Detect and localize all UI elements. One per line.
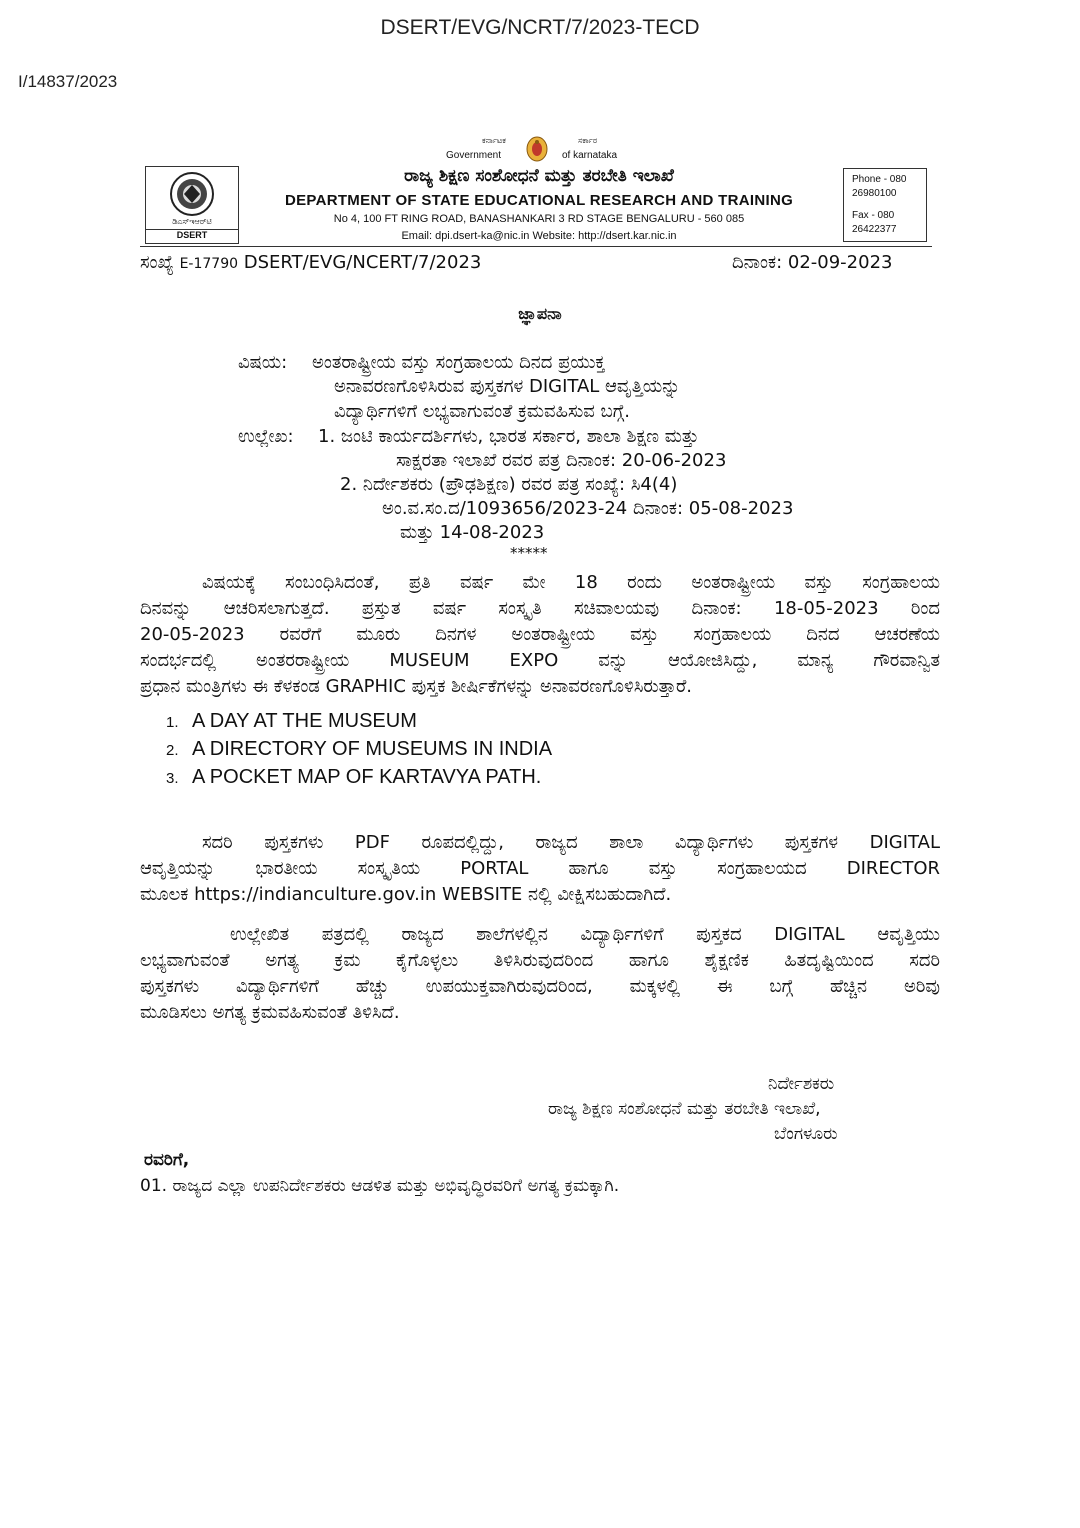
reference-1-line-2: ಸಾಕ್ಷರತಾ ಇಲಾಖೆ ರವರ ಪತ್ರ ದಿನಾಂಕ: 20-06-2023 bbox=[396, 450, 727, 471]
gov-kannada-left: ಕರ್ನಾಟಕ bbox=[482, 136, 506, 145]
logo-english: DSERT bbox=[146, 229, 238, 240]
phone-label: Phone - 080 bbox=[852, 174, 907, 185]
reference-2-line-1: 2. ನಿರ್ದೇಶಕರು (ಪ್ರೌಢಶಿಕ್ಷಣ) ರವರ ಪತ್ರ ಸಂಖ್ಯೆ: ಸಿ4(4) bbox=[340, 474, 678, 495]
reference-1-line-1: 1. ಜಂಟಿ ಕಾರ್ಯದರ್ಶಿಗಳು, ಭಾರತ ಸರ್ಕಾರ, ಶಾಲಾ ಶಿಕ್ಷಣ ಮತ್ತು bbox=[318, 426, 699, 447]
reference-code: DSERT/EVG/NCERT/7/2023 bbox=[243, 252, 482, 273]
inward-number: I/14837/2023 bbox=[18, 72, 118, 91]
list-item bbox=[166, 708, 552, 736]
paragraph-1-line: ದಿನವನ್ನು ಆಚರಿಸಲಾಗುತ್ತದೆ. ಪ್ರಸ್ತುತ ವರ್ಷ ಸಂಸ್ಕೃತಿ ಸಚಿವಾಲಯವು ದಿನಾಂಕ: 18-05-2023 ರಿಂದ bbox=[140, 598, 940, 619]
paragraph-1-line: ಸಂದರ್ಭದಲ್ಲಿ ಅಂತರರಾಷ್ಟ್ರೀಯ MUSEUM EXPO ವನ್ನು ಆಯೋಜಿಸಿದ್ದು, ಮಾನ್ಯ ಗೌರವಾನ್ವಿತ bbox=[140, 650, 940, 671]
dsert-logo bbox=[145, 166, 239, 244]
phone-number: 26980100 bbox=[852, 188, 897, 199]
paragraph-2-line: ಸದರಿ ಪುಸ್ತಕಗಳು PDF ರೂಪದಲ್ಲಿದ್ದು, ರಾಜ್ಯದ ಶಾಲಾ ವಿದ್ಯಾರ್ಥಿಗಳು ಪುಸ್ತಕಗಳ DIGITAL bbox=[202, 832, 940, 853]
subject-line-1: ಅಂತರಾಷ್ಟ್ರೀಯ ವಸ್ತು ಸಂಗ್ರಹಾಲಯ ದಿನದ ಪ್ರಯುಕ್ತ bbox=[312, 352, 606, 373]
list-item bbox=[166, 764, 552, 792]
subject-line-2: ಅನಾವರಣಗೊಳಿಸಿರುವ ಪುಸ್ತಕಗಳ DIGITAL ಆವೃತ್ತಿಯನ್ನು bbox=[334, 376, 681, 397]
recipient-item-1: 01. ರಾಜ್ಯದ ಎಲ್ಲಾ ಉಪನಿರ್ದೇಶಕರು ಆಡಳಿತ ಮತ್ತು ಅಭಿವೃದ್ಧಿರವರಿಗೆ ಅಗತ್ಯ ಕ್ರಮಕ್ಕಾಗಿ. bbox=[140, 1176, 620, 1196]
list-item bbox=[166, 736, 552, 764]
reference-2-line-2: ಅಂ.ವ.ಸಂ.ದ/1093656/2023-24 ದಿನಾಂಕ: 05-08-2023 bbox=[382, 498, 794, 519]
paragraph-1-line: ವಿಷಯಕ್ಕೆ ಸಂಬಂಧಿಸಿದಂತೆ, ಪ್ರತಿ ವರ್ಷ ಮೇ 18 ರಂದು ಅಂತರಾಷ್ಟ್ರೀಯ ವಸ್ತು ಸಂಗ್ರಹಾಲಯ bbox=[202, 572, 940, 593]
department-name-english: DEPARTMENT OF STATE EDUCATIONAL RESEARCH AND TRAINING bbox=[284, 192, 794, 209]
reference-e-number: E-17790 bbox=[179, 256, 239, 272]
book-title: A POCKET MAP OF KARTAVYA PATH. bbox=[192, 766, 542, 788]
paragraph-2 bbox=[140, 830, 940, 908]
department-contact: Email: dpi.dsert-ka@nic.in Website: http://dsert.kar.nic.in bbox=[401, 230, 677, 242]
book-title: A DIRECTORY OF MUSEUMS IN INDIA bbox=[192, 738, 553, 760]
paragraph-2-line: ಆವೃತ್ತಿಯನ್ನು ಭಾರತೀಯ ಸಂಸ್ಕೃತಿಯ PORTAL ಹಾಗೂ ವಸ್ತು ಸಂಗ್ರಹಾಲಯದ DIRECTOR bbox=[140, 858, 940, 879]
list-number: 1. bbox=[166, 714, 179, 731]
phone-fax-box bbox=[843, 168, 927, 242]
list-number: 2. bbox=[166, 742, 179, 759]
department-address: No 4, 100 FT RING ROAD, BANASHANKARI 3 RD STAGE BENGALURU - 560 085 bbox=[333, 213, 745, 225]
paragraph-1-line: 20-05-2023 ರವರೆಗೆ ಮೂರು ದಿನಗಳ ಅಂತರಾಷ್ಟ್ರೀಯ ವಸ್ತು ಸಂಗ್ರಹಾಲಯ ದಿನದ ಆಚರಣೆಯ bbox=[140, 624, 940, 645]
subject-line-3: ವಿದ್ಯಾರ್ಥಿಗಳಿಗೆ ಲಭ್ಯವಾಗುವಂತೆ ಕ್ರಮವಹಿಸುವ ಬಗ್ಗೆ. bbox=[334, 401, 630, 422]
paragraph-1-line: ಪ್ರಧಾನ ಮಂತ್ರಿಗಳು ಈ ಕೆಳಕಂಡ GRAPHIC ಪುಸ್ತಕ ಶೀರ್ಷಿಕೆಗಳನ್ನು ಅನಾವರಣಗೊಳಿಸಿರುತ್ತಾರೆ. bbox=[140, 676, 693, 697]
book-list bbox=[166, 708, 552, 792]
gov-english-right: of karnataka bbox=[562, 150, 618, 161]
fax-number: 26422377 bbox=[852, 224, 897, 235]
fax-label: Fax - 080 bbox=[852, 210, 895, 221]
paragraph-3-line: ಮೂಡಿಸಲು ಅಗತ್ಯ ಕ್ರಮವಹಿಸುವಂತೆ ತಿಳಿಸಿದೆ. bbox=[140, 1002, 400, 1023]
dsert-seal-icon bbox=[168, 171, 216, 217]
reference-number bbox=[140, 252, 481, 273]
gov-english-left: Government bbox=[446, 150, 502, 161]
paragraph-2-line: ಮೂಲಕ https://indianculture.gov.in WEBSITE ನಲ್ಲಿ ವೀಕ್ಷಿಸಬಹುದಾಗಿದೆ. bbox=[140, 884, 672, 905]
recipients-label: ರವರಿಗೆ, bbox=[144, 1150, 190, 1170]
paragraph-3-line: ಲಭ್ಯವಾಗುವಂತೆ ಅಗತ್ಯ ಕ್ರಮ ಕೈಗೊಳ್ಳಲು ತಿಳಿಸಿರುವುದರಿಂದ ಹಾಗೂ ಶೈಕ್ಷಣಿಕ ಹಿತದೃಷ್ಟಿಯಿಂದ ಸದರಿ bbox=[140, 950, 940, 971]
references-label: ಉಲ್ಲೇಖ: bbox=[238, 426, 294, 447]
paragraph-3-line: ಉಲ್ಲೇಖಿತ ಪತ್ರದಲ್ಲಿ ರಾಜ್ಯದ ಶಾಲೆಗಳಲ್ಲಿನ ವಿದ್ಯಾರ್ಥಿಗಳಿಗೆ ಪುಸ್ತಕದ DIGITAL ಆವೃತ್ತಿಯು bbox=[230, 924, 940, 945]
reference-prefix: ಸಂಖ್ಯೆ bbox=[140, 252, 174, 273]
list-number: 3. bbox=[166, 770, 179, 787]
karnataka-emblem-icon bbox=[520, 134, 554, 164]
subject-label: ವಿಷಯ: bbox=[238, 352, 288, 373]
signatory-department: ರಾಜ್ಯ ಶಿಕ್ಷಣ ಸಂಶೋಧನೆ ಮತ್ತು ತರಬೇತಿ ಇಲಾಖೆ, bbox=[548, 1099, 821, 1119]
memo-title: ಜ್ಞಾಪನಾ bbox=[518, 304, 562, 323]
signatory-city: ಬೆಂಗಳೂರು bbox=[774, 1124, 838, 1144]
date-label: ದಿನಾಂಕ: bbox=[732, 252, 783, 273]
signatory-title: ನಿರ್ದೇಶಕರು bbox=[768, 1074, 835, 1094]
government-header bbox=[438, 134, 638, 164]
logo-kannada: ಡಿಎಸ್‌ಇಆರ್‌ಟಿ bbox=[172, 217, 212, 226]
paragraph-3-line: ಪುಸ್ತಕಗಳು ವಿದ್ಯಾರ್ಥಿಗಳಿಗೆ ಹೆಚ್ಚು ಉಪಯುಕ್ತವಾಗಿರುವುದರಿಂದ, ಮಕ್ಕಳಲ್ಲಿ ಈ ಬಗ್ಗೆ ಹೆಚ್ಚಿನ ಅರಿವು bbox=[140, 976, 940, 997]
department-name-kannada: ರಾಜ್ಯ ಶಿಕ್ಷಣ ಸಂಶೋಧನೆ ಮತ್ತು ತರಬೇತಿ ಇಲಾಖೆ bbox=[404, 166, 674, 186]
book-title: A DAY AT THE MUSEUM bbox=[192, 710, 417, 732]
letter-date bbox=[732, 252, 892, 273]
letterhead-divider bbox=[140, 246, 932, 247]
file-number: DSERT/EVG/NCRT/7/2023-TECD bbox=[380, 16, 700, 39]
gov-kannada-right: ಸರ್ಕಾರ bbox=[578, 136, 598, 145]
date-value: 02-09-2023 bbox=[787, 252, 893, 273]
separator-stars: ***** bbox=[510, 544, 548, 562]
paragraph-1 bbox=[140, 570, 940, 700]
reference-2-line-3: ಮತ್ತು 14-08-2023 bbox=[400, 522, 545, 543]
paragraph-3 bbox=[140, 922, 940, 1026]
